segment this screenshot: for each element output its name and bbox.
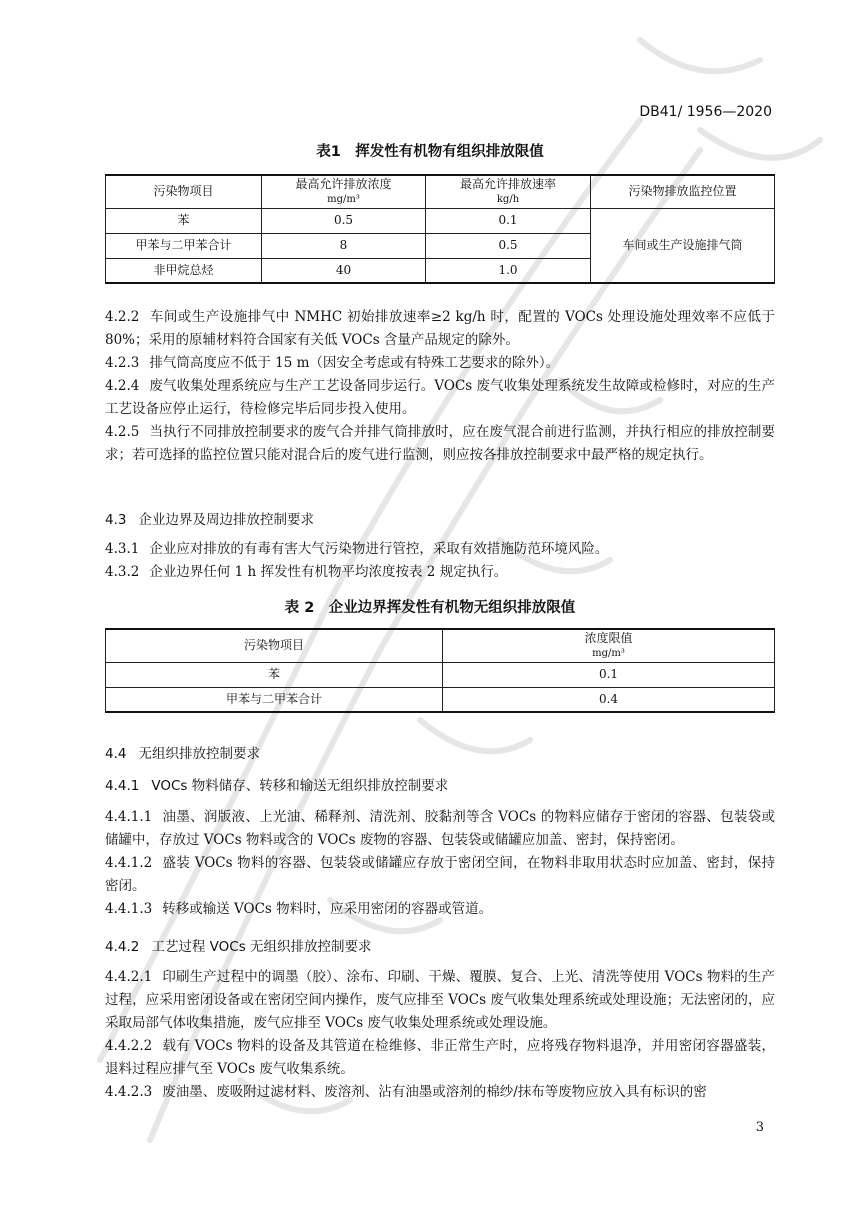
table1-header-pollutant: 污染物项目 bbox=[106, 175, 262, 208]
table1-header-rate bbox=[426, 175, 591, 208]
clause-4-2-2: 4.2.2 车间或生产设施排气中 NMHC 初始排放速率≥2 kg/h 时，配置的 VOCs 处理设施处理效率不应低于 80%；采用的原辅材料符合国家有关低 VOCs 含量产品规定的除外。 bbox=[105, 309, 775, 348]
rate-cell: 0.5 bbox=[426, 233, 591, 258]
concentration-cell: 0.5 bbox=[262, 208, 426, 233]
pollutant-cell: 甲苯与二甲苯合计 bbox=[106, 233, 262, 258]
table1-header-location: 污染物排放监控位置 bbox=[591, 175, 775, 208]
heading-4-4-1: 4.4.1 VOCs 物料储存、转移和输送无组织排放控制要求 bbox=[105, 778, 449, 794]
rate-cell: 0.1 bbox=[426, 208, 591, 233]
clause-4-4-1-1: 4.4.1.1 油墨、润版液、上光油、稀释剂、清洗剂、胶黏剂等含 VOCs 的物料应储存于密闭的容器、包装袋或储罐中，存放过 VOCs 物料或含的 VOCs 废物的容器、包装袋或储罐应加盖、密封，保持密闭。 bbox=[105, 809, 775, 848]
clause-4-3-1: 4.3.1 企业应对排放的有毒有害大气污染物进行管控，采取有效措施防范环境风险。 bbox=[105, 541, 609, 557]
header-rate-unit: kg/h bbox=[496, 193, 520, 205]
pollutant-cell: 非甲烷总烃 bbox=[106, 258, 262, 283]
page-number: 3 bbox=[755, 1120, 764, 1135]
location-cell: 车间或生产设施排气筒 bbox=[591, 208, 775, 283]
table1-title: 表1 挥发性有机物有组织排放限值 bbox=[316, 144, 544, 160]
table2-header-limit bbox=[443, 629, 775, 662]
header-concentration-unit: mg/m³ bbox=[327, 193, 360, 205]
pollutant-cell: 苯 bbox=[106, 662, 443, 687]
clause-4-4-1-3: 4.4.1.3 转移或输送 VOCs 物料时，应采用密闭的容器或管道。 bbox=[105, 901, 493, 917]
standard-code: DB41/ 1956—2020 bbox=[639, 104, 772, 120]
table2-title: 表 2 企业边界挥发性有机物无组织排放限值 bbox=[284, 600, 576, 616]
heading-4-4: 4.4 无组织排放控制要求 bbox=[105, 746, 260, 762]
heading-4-4-2: 4.4.2 工艺过程 VOCs 无组织排放控制要求 bbox=[105, 939, 372, 955]
header-concentration-label: 最高允许排放浓度 bbox=[295, 176, 392, 191]
concentration-cell: 8 bbox=[262, 233, 426, 258]
clause-4-4-2-2: 4.4.2.2 载有 VOCs 物料的设备及其管道在检维修、非正常生产时，应将残存物料退净，并用密闭容器盛装，退料过程应排气至 VOCs 废气收集系统。 bbox=[105, 1038, 775, 1077]
limit-cell: 0.4 bbox=[443, 687, 775, 712]
rate-cell: 1.0 bbox=[426, 258, 591, 283]
header-limit-label: 浓度限值 bbox=[584, 630, 633, 645]
clause-4-3-2: 4.3.2 企业边界任何 1 h 挥发性有机物平均浓度按表 2 规定执行。 bbox=[105, 564, 508, 580]
concentration-cell: 40 bbox=[262, 258, 426, 283]
clause-4-2-5: 4.2.5 当执行不同排放控制要求的废气合并排气筒排放时，应在废气混合前进行监测，并执行相应的排放控制要求；若可选择的监控位置只能对混合后的废气进行监测，则应按各排放控制要求中最严格的规定执行。 bbox=[105, 424, 775, 463]
header-rate-label: 最高允许排放速率 bbox=[459, 176, 556, 191]
table2 bbox=[105, 628, 775, 713]
clause-4-2-3: 4.2.3 排气筒高度应不低于 15 m（因安全考虑或有特殊工艺要求的除外）。 bbox=[105, 355, 560, 371]
table-row bbox=[106, 208, 775, 233]
heading-4-3: 4.3 企业边界及周边排放控制要求 bbox=[105, 512, 314, 528]
limit-cell: 0.1 bbox=[443, 662, 775, 687]
clause-4-4-2-1: 4.4.2.1 印刷生产过程中的调墨（胶）、涂布、印刷、干燥、覆膜、复合、上光、清洗等使用 VOCs 物料的生产过程，应采用密闭设备或在密闭空间内操作，废气应排至 VOCs 废气收集处理系统或处理设施；无法密闭的，应采取局部气体收集措施，废气应排至 VOCs 废气收集处理系统或处理设施。 bbox=[105, 969, 775, 1031]
table1-header-concentration bbox=[262, 175, 426, 208]
clause-4-4-1-2: 4.4.1.2 盛装 VOCs 物料的容器、包装袋或储罐应存放于密闭空间，在物料非取用状态时应加盖、密封，保持密闭。 bbox=[105, 855, 775, 894]
table-row bbox=[106, 662, 775, 687]
header-limit-unit: mg/m³ bbox=[592, 647, 625, 659]
table2-header-pollutant: 污染物项目 bbox=[106, 629, 443, 662]
table1 bbox=[105, 174, 775, 284]
clause-4-2-4: 4.2.4 废气收集处理系统应与生产工艺设备同步运行。VOCs 废气收集处理系统发生故障或检修时，对应的生产工艺设备应停止运行，待检修完毕后同步投入使用。 bbox=[105, 378, 775, 417]
pollutant-cell: 甲苯与二甲苯合计 bbox=[106, 687, 443, 712]
table-row bbox=[106, 687, 775, 712]
clause-4-4-2-3: 4.4.2.3 废油墨、废吸附过滤材料、废溶剂、沾有油墨或溶剂的棉纱/抹布等废物应放入具有标识的密 bbox=[105, 1084, 707, 1100]
pollutant-cell: 苯 bbox=[106, 208, 262, 233]
